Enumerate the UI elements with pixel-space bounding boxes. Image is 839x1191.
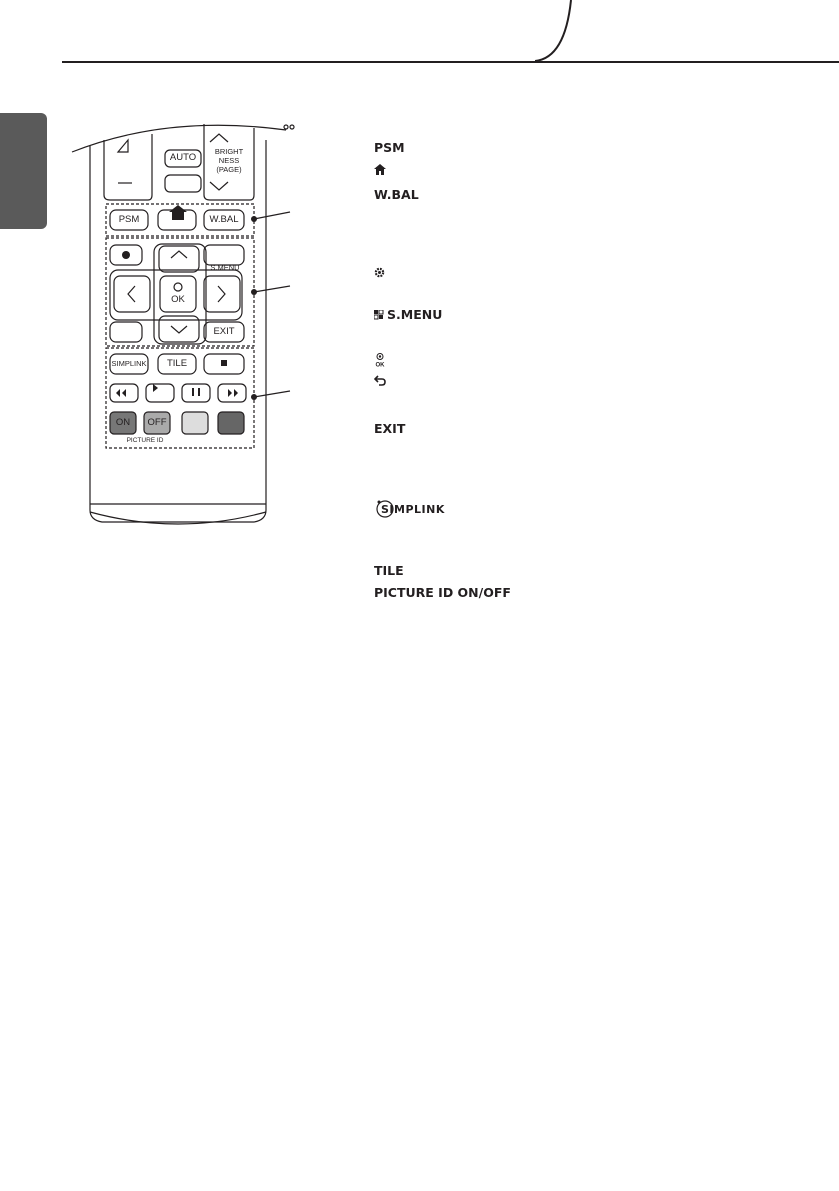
page-label: (PAGE): [216, 165, 242, 174]
on-button-label: ON: [115, 417, 131, 428]
gear-icon: [374, 267, 385, 278]
home-icon: [374, 164, 386, 175]
desc-psm-text: PSM: [374, 140, 405, 155]
brightness-label-1: BRIGHT: [214, 147, 244, 156]
desc-ok: [374, 353, 386, 367]
desc-home: [374, 164, 386, 175]
exit-button-label: EXIT: [213, 326, 235, 337]
remote-drawing: [68, 100, 308, 540]
svg-text:OK: OK: [375, 362, 385, 367]
desc-settings: [374, 267, 385, 278]
desc-wbal-text: W.BAL: [374, 187, 419, 202]
psm-button-label: PSM: [118, 214, 140, 225]
header-rule-curve: [535, 0, 575, 62]
header-rule: [62, 61, 839, 63]
desc-smenu: [374, 307, 442, 322]
wbal-button-label: W.BAL: [209, 214, 239, 225]
smenu-button-label: S.MENU: [210, 263, 240, 272]
desc-wbal: [374, 187, 419, 202]
ok-button-label: OK: [171, 294, 185, 305]
simplink-button-label: SIMPLINK: [111, 359, 147, 368]
desc-tile-text: TILE: [374, 563, 404, 578]
desc-exit-text: EXIT: [374, 421, 406, 436]
back-icon: [374, 375, 386, 386]
simplink-logo-icon: [374, 499, 466, 519]
picture-id-label: PICTURE ID: [126, 437, 164, 444]
desc-tile: [374, 563, 404, 578]
language-side-tab: [0, 113, 47, 229]
desc-psm: [374, 140, 405, 155]
desc-smenu-text: S.MENU: [387, 307, 443, 322]
desc-exit: [374, 421, 405, 436]
brightness-label-2: NESS: [218, 156, 240, 165]
ok-icon: [374, 353, 386, 367]
smenu-icon: [374, 310, 384, 320]
tile-button-label: TILE: [166, 358, 188, 369]
svg-text:SIMPLINK: SIMPLINK: [381, 503, 445, 516]
desc-picture-id: [374, 585, 511, 600]
desc-back: [374, 375, 386, 386]
desc-simplink: [374, 499, 466, 519]
desc-picture-id-text: PICTURE ID ON/OFF: [374, 585, 511, 600]
remote-control-illustration: [68, 100, 308, 540]
auto-button-label: AUTO: [169, 152, 197, 163]
off-button-label: OFF: [147, 417, 167, 428]
